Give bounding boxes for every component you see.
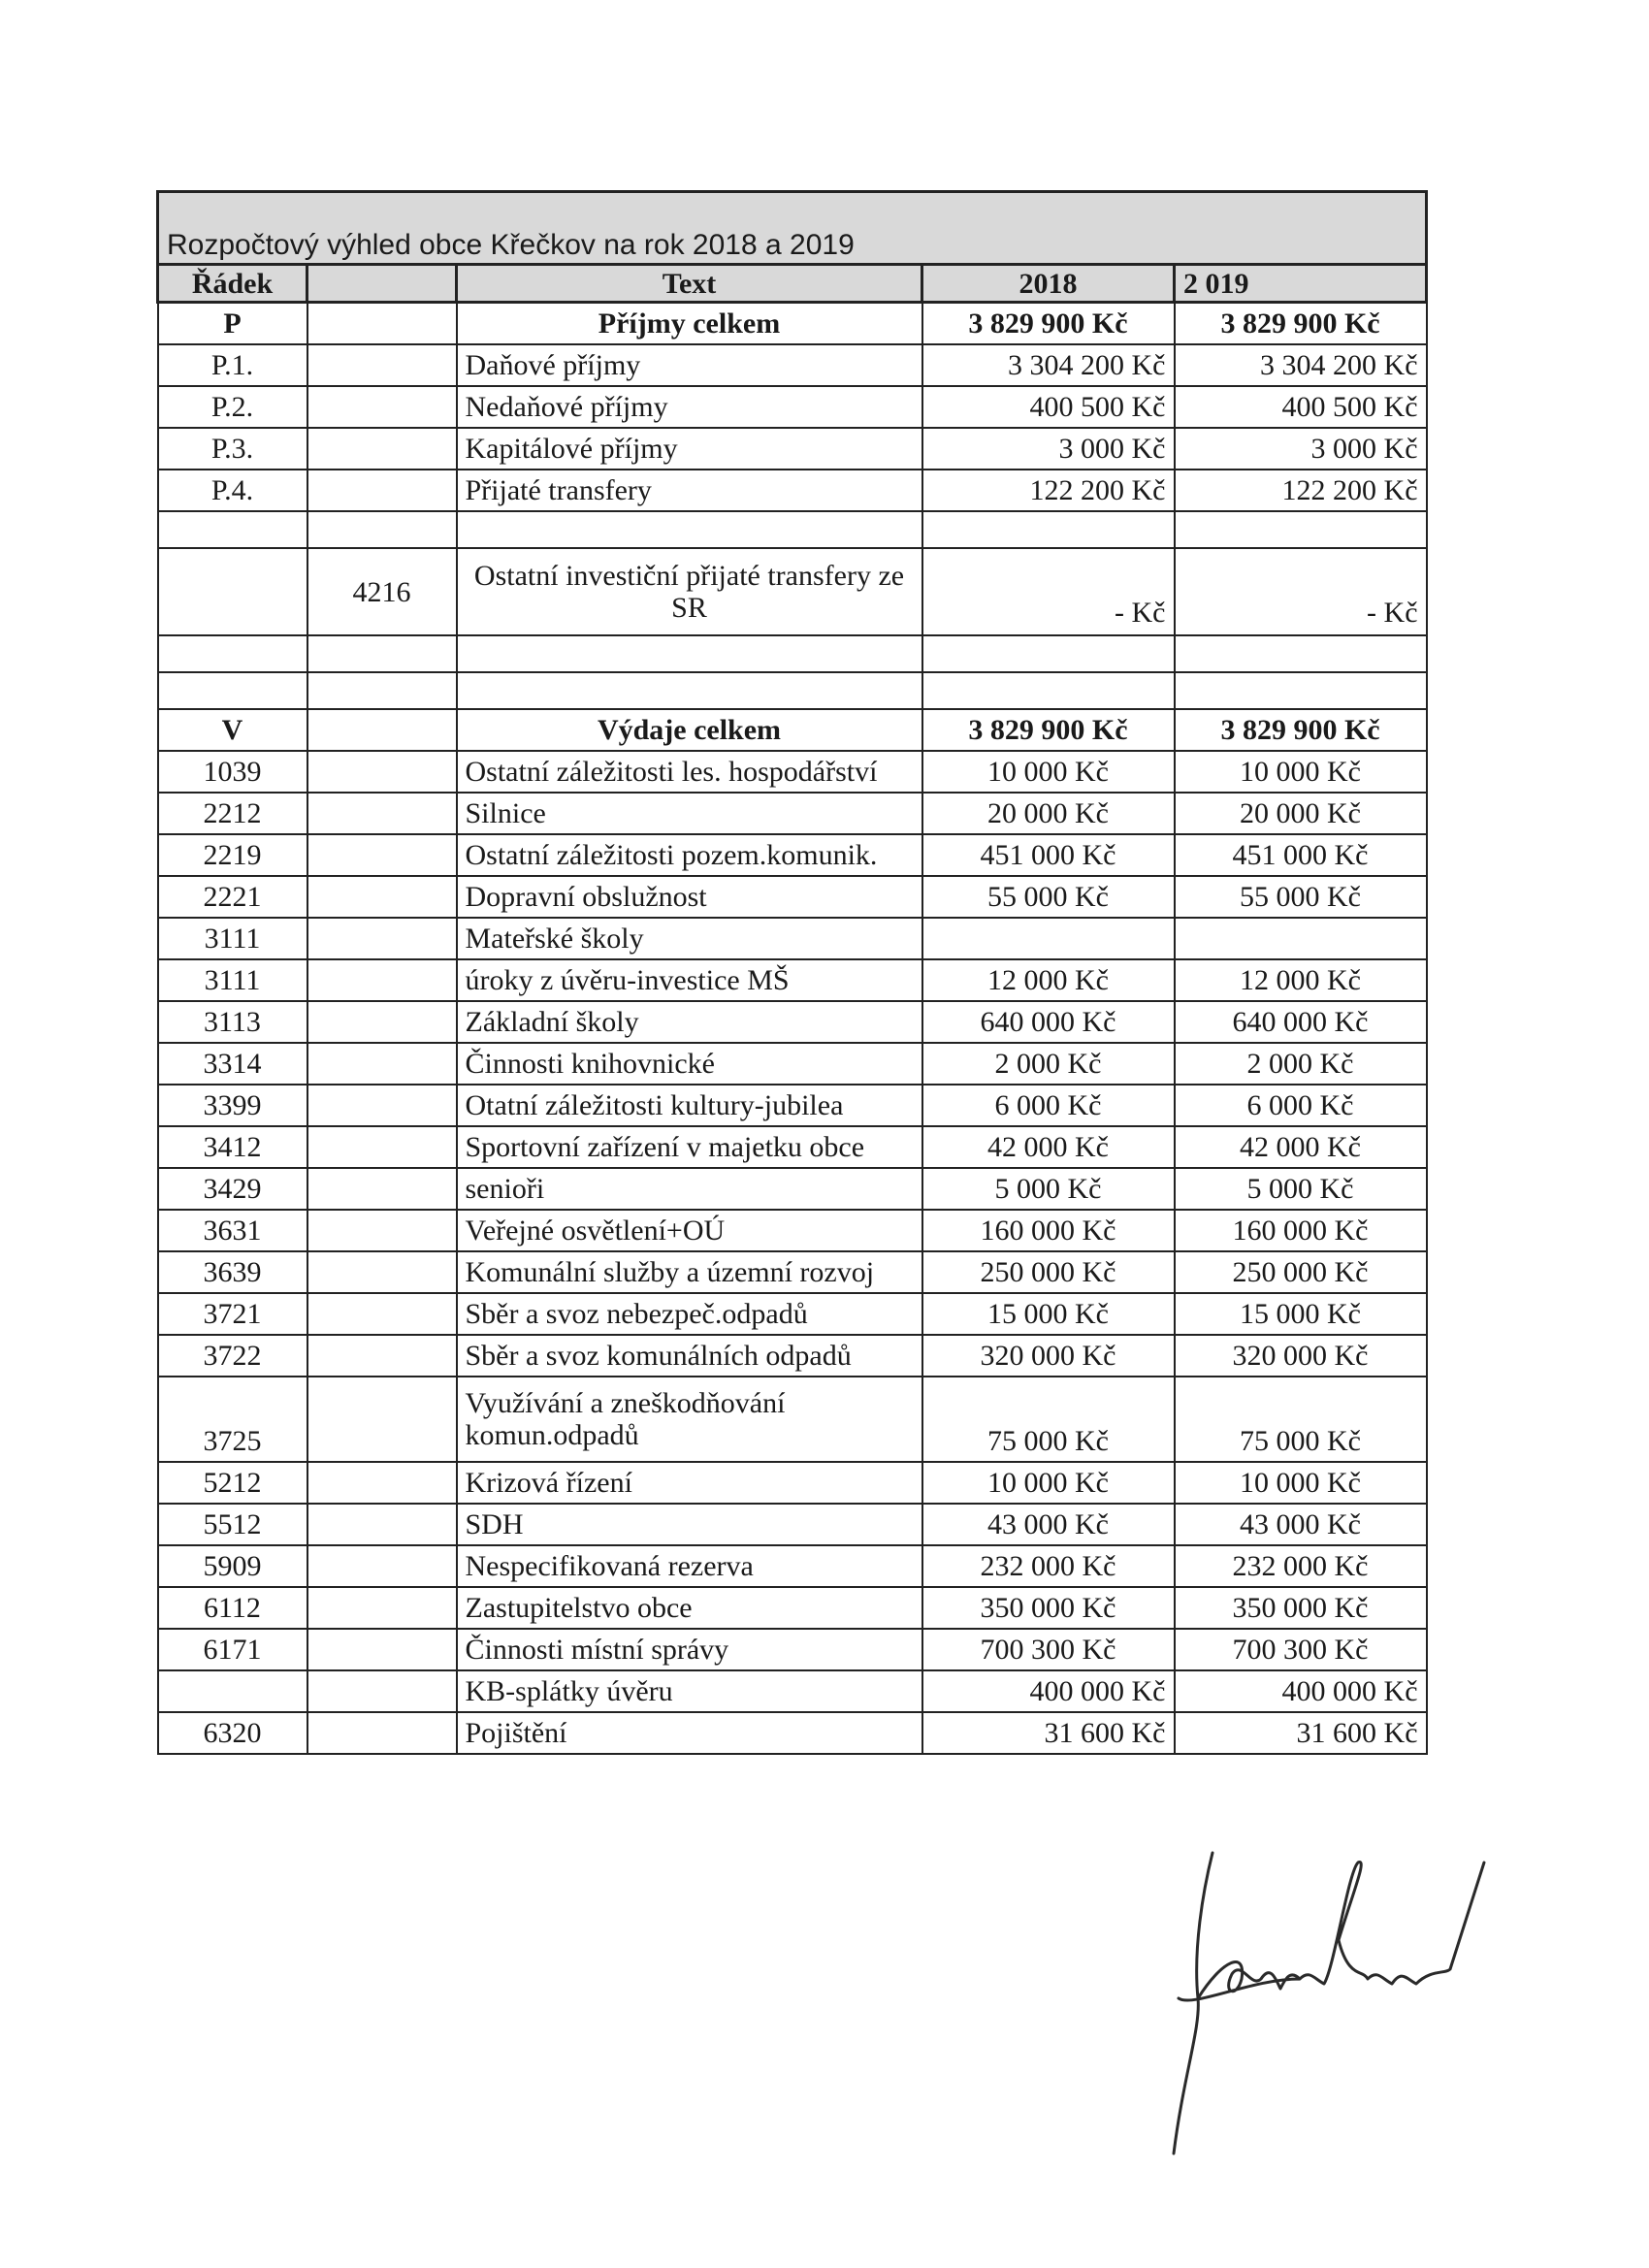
income-total-radek: P [158, 303, 307, 345]
row-2019: 3 304 200 Kč [1175, 344, 1427, 386]
row-text: Komunální služby a územní rozvoj [457, 1251, 922, 1293]
row-2018: 31 600 Kč [922, 1712, 1175, 1754]
row-2019: 31 600 Kč [1175, 1712, 1427, 1754]
empty-row [158, 672, 1427, 709]
row-text: Otatní záležitosti kultury-jubilea [457, 1085, 922, 1126]
tall-expense-group [158, 1377, 1427, 1462]
row-2018: 640 000 Kč [922, 1001, 1175, 1043]
row-2018: 43 000 Kč [922, 1504, 1175, 1545]
row-2019: 232 000 Kč [1175, 1545, 1427, 1587]
transfer-code: 4216 [307, 548, 457, 635]
row-code [307, 1545, 457, 1587]
table-row [158, 1001, 1427, 1043]
row-2019: 640 000 Kč [1175, 1001, 1427, 1043]
table-row [158, 344, 1427, 386]
row-code [307, 918, 457, 959]
table-row [158, 1168, 1427, 1210]
row-2018: 10 000 Kč [922, 751, 1175, 793]
row-text: Činnosti místní správy [457, 1629, 922, 1670]
row-2018: 400 000 Kč [922, 1670, 1175, 1712]
row-2019: 160 000 Kč [1175, 1210, 1427, 1251]
row-code [307, 793, 457, 834]
row-text: Základní školy [457, 1001, 922, 1043]
table-row [158, 918, 1427, 959]
income-total-2018: 3 829 900 Kč [922, 303, 1175, 345]
row-text: Mateřské školy [457, 918, 922, 959]
row-code [307, 834, 457, 876]
table-row [158, 1629, 1427, 1670]
row-radek: 2221 [158, 876, 307, 918]
transfer-radek [158, 548, 307, 635]
expense-rows [158, 1462, 1427, 1670]
row-2019: 5 000 Kč [1175, 1168, 1427, 1210]
table-row [158, 428, 1427, 470]
row-text: Pojištění [457, 1712, 922, 1754]
row-code [307, 428, 457, 470]
row-radek: 5909 [158, 1545, 307, 1587]
row-radek: 3725 [158, 1377, 307, 1462]
row-2018: 451 000 Kč [922, 834, 1175, 876]
row-2019: 12 000 Kč [1175, 959, 1427, 1001]
table-row [158, 1085, 1427, 1126]
row-2018: 3 000 Kč [922, 428, 1175, 470]
row-2019: 55 000 Kč [1175, 876, 1427, 918]
table-row [158, 1126, 1427, 1168]
row-2018: 6 000 Kč [922, 1085, 1175, 1126]
row-2019: 122 200 Kč [1175, 470, 1427, 511]
row-radek: 5512 [158, 1504, 307, 1545]
header-code [307, 265, 457, 303]
row-code [307, 959, 457, 1001]
row-text: Ostatní záležitosti les. hospodářství [457, 751, 922, 793]
row-radek: 3722 [158, 1335, 307, 1377]
row-radek: P.3. [158, 428, 307, 470]
row-code [307, 344, 457, 386]
row-2019: 75 000 Kč [1175, 1377, 1427, 1462]
row-text: Sběr a svoz nebezpeč.odpadů [457, 1293, 922, 1335]
row-text: SDH [457, 1504, 922, 1545]
row-2018: 12 000 Kč [922, 959, 1175, 1001]
row-2018: 5 000 Kč [922, 1168, 1175, 1210]
expense-total-row [158, 709, 1427, 751]
header-2019: 2 019 [1175, 265, 1427, 303]
table-row [158, 834, 1427, 876]
row-2019 [1175, 918, 1427, 959]
row-2018: 250 000 Kč [922, 1251, 1175, 1293]
table-row [158, 1377, 1427, 1462]
row-code [307, 1462, 457, 1504]
table-row [158, 470, 1427, 511]
row-text: Zastupitelstvo obce [457, 1587, 922, 1629]
row-2019: 700 300 Kč [1175, 1629, 1427, 1670]
row-radek: 3429 [158, 1168, 307, 1210]
row-2018: 122 200 Kč [922, 470, 1175, 511]
expense-total-2019: 3 829 900 Kč [1175, 709, 1427, 751]
header-radek: Řádek [158, 265, 307, 303]
row-2019: 320 000 Kč [1175, 1335, 1427, 1377]
expense-total-radek: V [158, 709, 307, 751]
row-code [307, 1126, 457, 1168]
header-text: Text [457, 265, 922, 303]
row-text: Činnosti knihovnické [457, 1043, 922, 1085]
row-code [307, 1335, 457, 1377]
row-code [307, 1293, 457, 1335]
expense-rows [158, 751, 1427, 1377]
row-code [307, 1043, 457, 1085]
table-row [158, 1462, 1427, 1504]
row-2018: 20 000 Kč [922, 793, 1175, 834]
row-2019: 42 000 Kč [1175, 1126, 1427, 1168]
table-row [158, 959, 1427, 1001]
transfer-row [158, 548, 1427, 635]
row-radek: 3111 [158, 959, 307, 1001]
table-row [158, 1712, 1427, 1754]
row-text: Sportovní zařízení v majetku obce [457, 1126, 922, 1168]
row-2019: 43 000 Kč [1175, 1504, 1427, 1545]
row-2018: 42 000 Kč [922, 1126, 1175, 1168]
row-text: Daňové příjmy [457, 344, 922, 386]
expense-rows [158, 1670, 1427, 1754]
row-radek: 3721 [158, 1293, 307, 1335]
row-code [307, 1712, 457, 1754]
row-2018: 2 000 Kč [922, 1043, 1175, 1085]
row-2018: 10 000 Kč [922, 1462, 1175, 1504]
table-row [158, 751, 1427, 793]
row-2018: 3 304 200 Kč [922, 344, 1175, 386]
table-row [158, 1293, 1427, 1335]
row-2019: 2 000 Kč [1175, 1043, 1427, 1085]
row-2018: 232 000 Kč [922, 1545, 1175, 1587]
table-row [158, 1587, 1427, 1629]
row-radek: P.2. [158, 386, 307, 428]
row-text: Dopravní obslužnost [457, 876, 922, 918]
row-2019: 10 000 Kč [1175, 751, 1427, 793]
row-code [307, 876, 457, 918]
table-row [158, 1043, 1427, 1085]
row-text: Ostatní záležitosti pozem.komunik. [457, 834, 922, 876]
row-2018: 400 500 Kč [922, 386, 1175, 428]
row-2019: 400 500 Kč [1175, 386, 1427, 428]
table-row [158, 386, 1427, 428]
row-2019: 6 000 Kč [1175, 1085, 1427, 1126]
table-row [158, 1545, 1427, 1587]
row-code [307, 386, 457, 428]
row-2018: 75 000 Kč [922, 1377, 1175, 1462]
row-text: Sběr a svoz komunálních odpadů [457, 1335, 922, 1377]
row-2018: 700 300 Kč [922, 1629, 1175, 1670]
row-2019: 20 000 Kč [1175, 793, 1427, 834]
row-text: Využívání a zneškodňování komun.odpadů [457, 1377, 922, 1462]
row-text: Nespecifikovaná rezerva [457, 1545, 922, 1587]
row-2018 [922, 918, 1175, 959]
table-row [158, 1670, 1427, 1712]
title-row [158, 192, 1427, 265]
row-radek: 1039 [158, 751, 307, 793]
row-radek: 5212 [158, 1462, 307, 1504]
row-radek: 3631 [158, 1210, 307, 1251]
expense-total-text: Výdaje celkem [457, 709, 922, 751]
income-total-row [158, 303, 1427, 345]
row-2019: 250 000 Kč [1175, 1251, 1427, 1293]
header-row [158, 265, 1427, 303]
row-2018: 320 000 Kč [922, 1335, 1175, 1377]
income-total-2019: 3 829 900 Kč [1175, 303, 1427, 345]
row-radek: 2219 [158, 834, 307, 876]
row-code [307, 1001, 457, 1043]
row-radek: 3639 [158, 1251, 307, 1293]
row-code [307, 1168, 457, 1210]
row-text: Veřejné osvětlení+OÚ [457, 1210, 922, 1251]
row-2019: 3 000 Kč [1175, 428, 1427, 470]
row-2019: 451 000 Kč [1175, 834, 1427, 876]
budget-table [156, 190, 1428, 1755]
signature [1154, 1833, 1581, 2173]
row-2018: 350 000 Kč [922, 1587, 1175, 1629]
header-2018: 2018 [922, 265, 1175, 303]
row-code [307, 751, 457, 793]
row-code [307, 1085, 457, 1126]
row-text: senioři [457, 1168, 922, 1210]
row-radek: 2212 [158, 793, 307, 834]
row-2019: 350 000 Kč [1175, 1587, 1427, 1629]
expense-total-2018: 3 829 900 Kč [922, 709, 1175, 751]
row-text: Silnice [457, 793, 922, 834]
row-code [307, 1251, 457, 1293]
row-code [307, 470, 457, 511]
row-radek: 3399 [158, 1085, 307, 1126]
row-radek: P.4. [158, 470, 307, 511]
row-code [307, 1210, 457, 1251]
row-code [307, 1504, 457, 1545]
expense-total-code [307, 709, 457, 751]
income-total-code [307, 303, 457, 345]
row-radek: 6112 [158, 1587, 307, 1629]
empty-row [158, 635, 1427, 672]
row-radek: 6171 [158, 1629, 307, 1670]
table-row [158, 1251, 1427, 1293]
table-row [158, 793, 1427, 834]
row-radek [158, 1670, 307, 1712]
row-text: KB-splátky úvěru [457, 1670, 922, 1712]
row-radek: P.1. [158, 344, 307, 386]
row-2019: 10 000 Kč [1175, 1462, 1427, 1504]
row-2018: 160 000 Kč [922, 1210, 1175, 1251]
row-text: Přijaté transfery [457, 470, 922, 511]
row-text: úroky z úvěru-investice MŠ [457, 959, 922, 1001]
income-total-text: Příjmy celkem [457, 303, 922, 345]
row-radek: 3111 [158, 918, 307, 959]
table-title: Rozpočtový výhled obce Křečkov na rok 2018 a 2019 [158, 192, 1427, 265]
table-row [158, 1504, 1427, 1545]
transfer-text: Ostatní investiční přijaté transfery ze SR [457, 548, 922, 635]
row-2018: 55 000 Kč [922, 876, 1175, 918]
row-2018: 15 000 Kč [922, 1293, 1175, 1335]
row-text: Nedaňové příjmy [457, 386, 922, 428]
row-2019: 15 000 Kč [1175, 1293, 1427, 1335]
row-radek: 3314 [158, 1043, 307, 1085]
row-radek: 6320 [158, 1712, 307, 1754]
row-2019: 400 000 Kč [1175, 1670, 1427, 1712]
row-code [307, 1629, 457, 1670]
row-radek: 3412 [158, 1126, 307, 1168]
transfer-2018: - Kč [922, 548, 1175, 635]
row-text: Kapitálové příjmy [457, 428, 922, 470]
row-radek: 3113 [158, 1001, 307, 1043]
table-row [158, 876, 1427, 918]
table-row [158, 1210, 1427, 1251]
transfer-2019: - Kč [1175, 548, 1427, 635]
table-row [158, 1335, 1427, 1377]
row-code [307, 1670, 457, 1712]
row-code [307, 1587, 457, 1629]
empty-row [158, 511, 1427, 548]
row-text: Krizová řízení [457, 1462, 922, 1504]
